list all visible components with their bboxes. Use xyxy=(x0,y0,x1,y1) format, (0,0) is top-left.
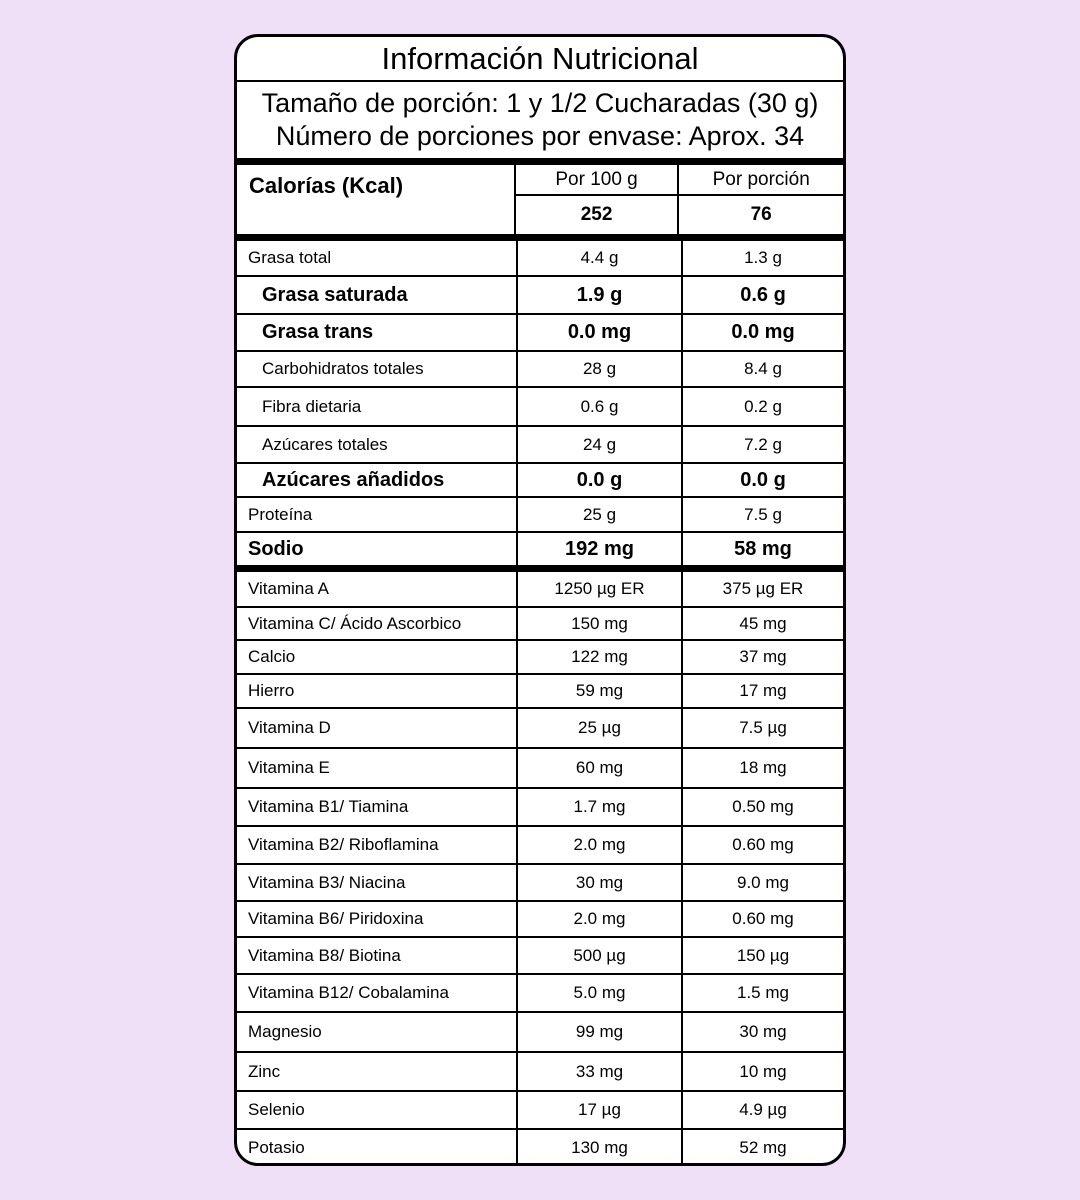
table-row xyxy=(237,388,843,427)
nutrient-name: Vitamina A xyxy=(237,572,518,606)
value-per-100g: 500 µg xyxy=(518,938,683,973)
value-per-100g: 192 mg xyxy=(518,533,683,565)
value-per-serving: 7.5 µg xyxy=(739,718,787,737)
value-per-100g: 1.9 g xyxy=(518,277,683,313)
value-per-serving: 9.0 mg xyxy=(737,872,789,892)
table-row xyxy=(237,498,843,533)
table-row xyxy=(237,352,843,388)
table-row xyxy=(237,975,843,1013)
nutrient-name: Proteína xyxy=(237,498,518,531)
value-per-100g: 2.0 mg xyxy=(518,902,683,936)
nutrient-name: Calcio xyxy=(237,641,518,673)
value-per-100g: 150 mg xyxy=(518,608,683,639)
divider-thick xyxy=(237,565,843,572)
value-per-serving: 37 mg xyxy=(739,647,787,666)
table-row xyxy=(237,427,843,464)
divider-thick xyxy=(237,158,843,165)
table-row xyxy=(237,1092,843,1130)
nutrient-name: Vitamina C/ Ácido Ascorbico xyxy=(237,608,518,639)
table-row xyxy=(237,1130,843,1165)
nutrient-name: Grasa saturada xyxy=(237,277,518,313)
micronutrients-table xyxy=(237,572,843,1165)
value-per-serving: 0.60 mg xyxy=(732,835,794,854)
value-per-100g: 28 g xyxy=(518,352,683,386)
value-per-serving: 1.3 g xyxy=(744,248,782,267)
value-per-100g: 0.6 g xyxy=(518,388,683,425)
nutrient-name: Magnesio xyxy=(237,1013,518,1051)
nutrient-name: Azúcares totales xyxy=(237,427,518,462)
nutrient-name: Hierro xyxy=(237,675,518,707)
value-per-100g: 5.0 mg xyxy=(518,975,683,1011)
value-per-serving: 17 mg xyxy=(739,681,787,700)
nutrient-name: Selenio xyxy=(237,1092,518,1128)
value-per-100g: 60 mg xyxy=(518,749,683,787)
value-per-100g: 0.0 mg xyxy=(518,315,683,350)
divider-thick xyxy=(237,234,843,241)
nutrient-name: Vitamina B6/ Piridoxina xyxy=(237,902,518,936)
table-row xyxy=(237,572,843,608)
nutrient-name: Azúcares añadidos xyxy=(237,464,518,496)
table-row xyxy=(237,749,843,789)
table-row xyxy=(237,608,843,641)
value-per-serving: 4.9 µg xyxy=(739,1100,787,1119)
nutrient-name: Vitamina B8/ Biotina xyxy=(237,938,518,973)
value-per-serving: 58 mg xyxy=(734,537,792,560)
servings-per-container: Número de porciones por envase: Aprox. 34 xyxy=(275,121,805,151)
value-per-serving: 150 µg xyxy=(736,945,790,965)
per-serving-column xyxy=(679,165,843,234)
serving-info xyxy=(237,82,843,158)
nutrients-table xyxy=(237,241,843,565)
value-per-100g: 30 mg xyxy=(518,865,683,900)
value-per-serving: 0.50 mg xyxy=(732,797,794,816)
nutrient-name: Vitamina E xyxy=(237,749,518,787)
value-per-100g: 25 g xyxy=(518,498,683,531)
value-per-100g: 1250 µg ER xyxy=(518,572,683,606)
table-row xyxy=(237,533,843,565)
value-per-100g: 4.4 g xyxy=(518,241,683,275)
serving-size: Tamaño de porción: 1 y 1/2 Cucharadas (30 g) xyxy=(261,88,819,118)
value-per-serving: 0.0 mg xyxy=(731,321,795,343)
nutrient-name: Grasa trans xyxy=(237,315,518,350)
nutrient-name: Grasa total xyxy=(237,241,518,275)
value-per-serving: 0.60 mg xyxy=(732,909,794,928)
table-row xyxy=(237,709,843,749)
nutrient-name: Vitamina B1/ Tiamina xyxy=(237,789,518,825)
value-per-100g: 59 mg xyxy=(518,675,683,707)
per-100g-header: Por 100 g xyxy=(516,165,678,196)
nutrient-name: Zinc xyxy=(237,1053,518,1090)
value-per-serving: 375 µg ER xyxy=(722,579,804,598)
value-per-serving: 52 mg xyxy=(739,1137,787,1157)
value-per-serving: 7.5 g xyxy=(744,504,782,524)
table-row xyxy=(237,277,843,315)
nutrient-name: Vitamina B12/ Cobalamina xyxy=(237,975,518,1011)
nutrient-name: Vitamina B2/ Riboflamina xyxy=(237,827,518,863)
nutrient-name: Vitamina B3/ Niacina xyxy=(237,865,518,900)
calories-per-serving: 76 xyxy=(750,204,772,225)
calories-per-100g: 252 xyxy=(580,204,613,225)
value-per-serving: 10 mg xyxy=(739,1061,787,1081)
table-row xyxy=(237,902,843,938)
value-per-100g: 17 µg xyxy=(518,1092,683,1128)
table-row xyxy=(237,641,843,675)
table-row xyxy=(237,865,843,902)
calories-label: Calorías (Kcal) xyxy=(237,165,516,234)
value-per-100g: 2.0 mg xyxy=(518,827,683,863)
nutrient-name: Sodio xyxy=(237,533,518,565)
value-per-serving: 18 mg xyxy=(739,758,787,777)
value-per-serving: 0.6 g xyxy=(740,283,786,306)
nutrient-name: Vitamina D xyxy=(237,709,518,747)
value-per-100g: 122 mg xyxy=(518,641,683,673)
calories-row xyxy=(237,165,843,234)
value-per-serving: 8.4 g xyxy=(744,359,782,378)
value-per-serving: 45 mg xyxy=(739,613,787,633)
value-per-100g: 33 mg xyxy=(518,1053,683,1090)
value-per-serving: 1.5 mg xyxy=(737,983,789,1002)
label-title: Información Nutricional xyxy=(237,37,843,82)
table-row xyxy=(237,938,843,975)
nutrition-facts-label xyxy=(234,34,846,1166)
table-row xyxy=(237,315,843,352)
table-row xyxy=(237,789,843,827)
table-row xyxy=(237,464,843,498)
value-per-serving: 0.0 g xyxy=(740,468,786,491)
table-row xyxy=(237,675,843,709)
value-per-serving: 7.2 g xyxy=(744,434,782,454)
per-100g-column xyxy=(516,165,680,234)
table-row xyxy=(237,241,843,277)
value-per-100g: 99 mg xyxy=(518,1013,683,1051)
nutrient-name: Potasio xyxy=(237,1130,518,1165)
value-per-serving: 0.2 g xyxy=(744,396,782,416)
value-per-100g: 24 g xyxy=(518,427,683,462)
table-row xyxy=(237,1053,843,1092)
value-per-serving: 30 mg xyxy=(739,1022,787,1041)
table-row xyxy=(237,1013,843,1053)
nutrient-name: Fibra dietaria xyxy=(237,388,518,425)
value-per-100g: 130 mg xyxy=(518,1130,683,1165)
value-per-100g: 1.7 mg xyxy=(518,789,683,825)
table-row xyxy=(237,827,843,865)
per-serving-header: Por porción xyxy=(679,165,843,196)
value-per-100g: 0.0 g xyxy=(518,464,683,496)
nutrient-name: Carbohidratos totales xyxy=(237,352,518,386)
value-per-100g: 25 µg xyxy=(518,709,683,747)
